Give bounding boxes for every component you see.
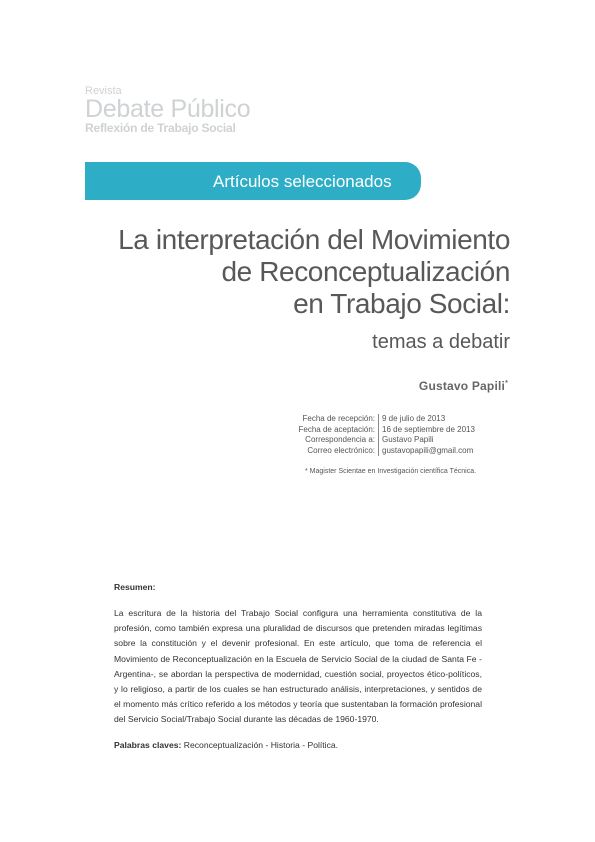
metadata-label: Correo electrónico: [295, 446, 379, 457]
author-line [419, 379, 508, 393]
author-name: Gustavo Papili [418, 379, 506, 393]
abstract-section [114, 582, 482, 753]
article-metadata [295, 414, 475, 456]
metadata-row [295, 435, 475, 446]
metadata-row [295, 446, 475, 457]
metadata-label: Correspondencia a: [295, 435, 379, 446]
metadata-value: Gustavo Papili [382, 435, 434, 444]
article-title [118, 224, 510, 354]
title-line-2: de Reconceptualización [221, 256, 510, 287]
title-line-3: en Trabajo Social: [293, 288, 510, 319]
metadata-value: 16 de septiembre de 2013 [382, 424, 475, 434]
section-label: Artículos seleccionados [213, 172, 392, 191]
title-line-1: La interpretación del Movimiento [118, 224, 510, 255]
author-footnote: * Magister Scientae en Investigación científica Técnica. [305, 468, 477, 475]
abstract-body: La escritura de la historia del Trabajo Social configura una herramienta constitutiva de la profesión, como también expresa una pluralidad de discursos que pretenden miradas legítimas sobre la constitución y el devenir profesional. En este artículo, que toma de referencia el Movimiento de Reconceptualización en la Escuela de Servicio Social de la ciudad de Santa Fe -Argentina-, se abordan la perspectiva de modernidad, cuestión social, proyectos ético-políticos, y lo religioso, a partir de los cuales se han estructurado análisis, interpretaciones, y sentidos de el momento más crítico referido a los métodos y teoría que sustentaban la formación profesional del Servicio Social/Trabajo Social durante las décadas de 1960-1970. [114, 608, 482, 725]
metadata-label: Fecha de aceptación: [295, 425, 379, 436]
journal-masthead [85, 86, 250, 134]
masthead-subtitle: Reflexión de Trabajo Social [85, 121, 236, 135]
keywords-text: Reconceptualización - Historia - Política. [183, 739, 339, 750]
metadata-label: Fecha de recepción: [295, 414, 379, 425]
metadata-value: 9 de julio de 2013 [382, 414, 446, 423]
abstract-heading: Resumen: [114, 582, 156, 592]
keywords-line [114, 738, 482, 753]
metadata-row [295, 414, 475, 425]
author-footnote-mark: * [505, 380, 508, 387]
metadata-email[interactable]: gustavopapili@gmail.com [382, 445, 474, 455]
masthead-revista: Revista [85, 85, 122, 97]
article-subtitle: temas a debatir [372, 331, 510, 353]
masthead-journal-name: Debate Público [85, 95, 251, 123]
section-banner [85, 162, 421, 200]
keywords-label: Palabras claves: [114, 739, 182, 750]
metadata-row [295, 425, 475, 436]
